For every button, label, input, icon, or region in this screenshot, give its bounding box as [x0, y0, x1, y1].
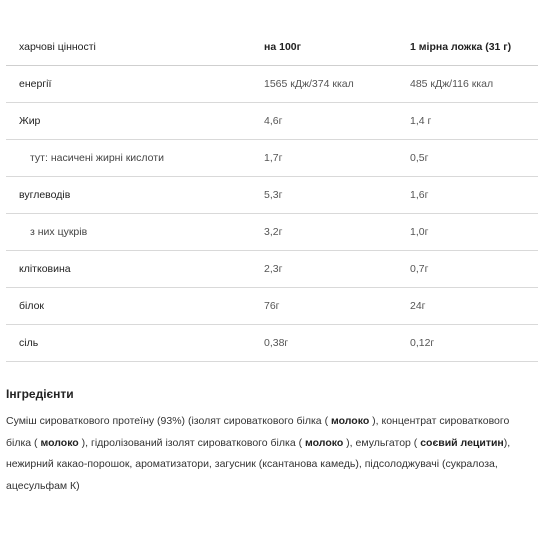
value-per-serving: 1,6г	[410, 177, 538, 214]
ingredient-text: ), нежирний какао-порошок, ароматизатори, загусник (ксантанова камедь), підсолоджувачі (сукралоза, ацесульфам К)	[6, 436, 511, 492]
ingredients-section	[6, 387, 526, 497]
nutrition-row	[6, 103, 538, 140]
nutrition-row	[6, 66, 538, 103]
nutrient-name: білок	[6, 288, 264, 325]
allergen-text: молоко	[40, 436, 79, 449]
nutrient-name: з них цукрів	[6, 214, 264, 251]
ingredient-text: Суміш сироваткового протеїну (93%) (ізолят сироваткового білка (	[6, 415, 331, 427]
header-nutrient: харчові цінності	[6, 29, 264, 66]
ingredients-text	[6, 411, 526, 497]
nutrient-name: енергії	[6, 66, 264, 103]
value-per-serving: 485 кДж/116 ккал	[410, 66, 538, 103]
value-per-100g: 5,3г	[264, 177, 410, 214]
nutrient-name: сіль	[6, 325, 264, 362]
nutrient-name: вуглеводів	[6, 177, 264, 214]
value-per-serving: 0,12г	[410, 325, 538, 362]
nutrition-row	[6, 288, 538, 325]
nutrition-table	[6, 29, 538, 362]
value-per-100g: 4,6г	[264, 103, 410, 140]
nutrient-name: Жир	[6, 103, 264, 140]
value-per-serving: 24г	[410, 288, 538, 325]
allergen-text: молоко	[305, 436, 344, 449]
value-per-100g: 1565 кДж/374 ккал	[264, 66, 410, 103]
value-per-100g: 3,2г	[264, 214, 410, 251]
ingredient-text: ), гідролізований ізолят сироваткового білка (	[78, 436, 305, 449]
allergen-text: молоко	[330, 415, 370, 427]
nutrition-row	[6, 140, 538, 177]
value-per-100g: 0,38г	[264, 325, 410, 362]
allergen-text: соєвий лецитин	[420, 436, 504, 449]
value-per-100g: 76г	[264, 288, 410, 325]
ingredients-title: Інгредієнти	[6, 387, 74, 401]
nutrition-header-row	[6, 29, 538, 66]
ingredient-text: ), концентрат сироваткового білка (	[6, 415, 510, 449]
nutrient-name: тут: насичені жирні кислоти	[6, 140, 264, 177]
nutrition-row	[6, 214, 538, 251]
header-per-100g: на 100г	[264, 29, 410, 66]
ingredient-text: ), емульгатор (	[343, 436, 421, 449]
nutrition-row	[6, 177, 538, 214]
value-per-100g: 1,7г	[264, 140, 410, 177]
value-per-serving: 0,5г	[410, 140, 538, 177]
value-per-serving: 0,7г	[410, 251, 538, 288]
header-per-serving: 1 мірна ложка (31 г)	[410, 29, 538, 66]
nutrition-row	[6, 325, 538, 362]
nutrient-name: клітковина	[6, 251, 264, 288]
nutrition-row	[6, 251, 538, 288]
value-per-serving: 1,0г	[410, 214, 538, 251]
nutrition-body	[6, 66, 538, 362]
value-per-serving: 1,4 г	[410, 103, 538, 140]
value-per-100g: 2,3г	[264, 251, 410, 288]
